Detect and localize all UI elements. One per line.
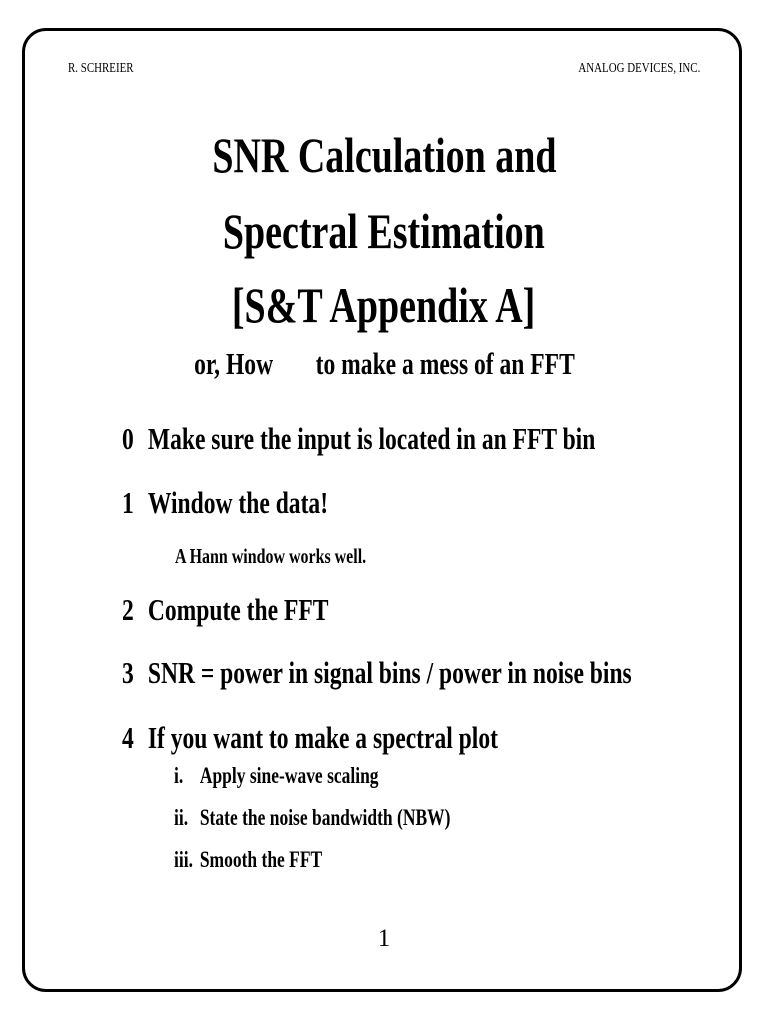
list-item-2: [122, 592, 328, 628]
item-number: 2: [122, 592, 134, 627]
list-item-0: [122, 421, 595, 457]
sub-item-number: ii.: [174, 805, 189, 830]
sub-item-text: Apply sine-wave scaling: [199, 763, 379, 788]
item-number: 1: [122, 485, 134, 520]
item-text: SNR = power in signal bins / power in noise bins: [147, 655, 632, 690]
author-header: R. SCHREIER: [68, 61, 134, 76]
subtitle: [0, 346, 768, 382]
page-number: 1: [377, 925, 391, 952]
subtitle-part-1: or, How: [193, 346, 273, 381]
list-item-4: [122, 720, 498, 756]
item-number: 3: [122, 655, 134, 690]
sub-item-ii: [174, 805, 450, 831]
sub-item-iii: [174, 847, 322, 873]
sub-item-number: i.: [174, 763, 184, 788]
item-number: 0: [122, 421, 134, 456]
item-text: Window the data!: [147, 485, 329, 520]
sub-item-text: State the noise bandwidth (NBW): [199, 805, 451, 830]
sub-item-i: [174, 763, 379, 789]
title-line-2: Spectral Estimation: [223, 203, 545, 259]
item-text: Compute the FFT: [147, 592, 329, 627]
title-line-3: [S&T Appendix A]: [232, 277, 536, 333]
list-item-1: [122, 485, 328, 521]
sub-item-text: Smooth the FFT: [199, 847, 323, 872]
item-text: Make sure the input is located in an FFT bin: [147, 421, 596, 456]
list-item-3: [122, 655, 632, 691]
window-note: A Hann window works well.: [175, 544, 367, 568]
company-header: ANALOG DEVICES, INC.: [578, 61, 700, 76]
item-text: If you want to make a spectral plot: [147, 720, 498, 755]
subtitle-part-2: to make a mess of an FFT: [315, 346, 575, 381]
item-number: 4: [122, 720, 134, 755]
sub-item-number: iii.: [174, 847, 193, 872]
title-line-1: SNR Calculation and: [211, 127, 557, 183]
